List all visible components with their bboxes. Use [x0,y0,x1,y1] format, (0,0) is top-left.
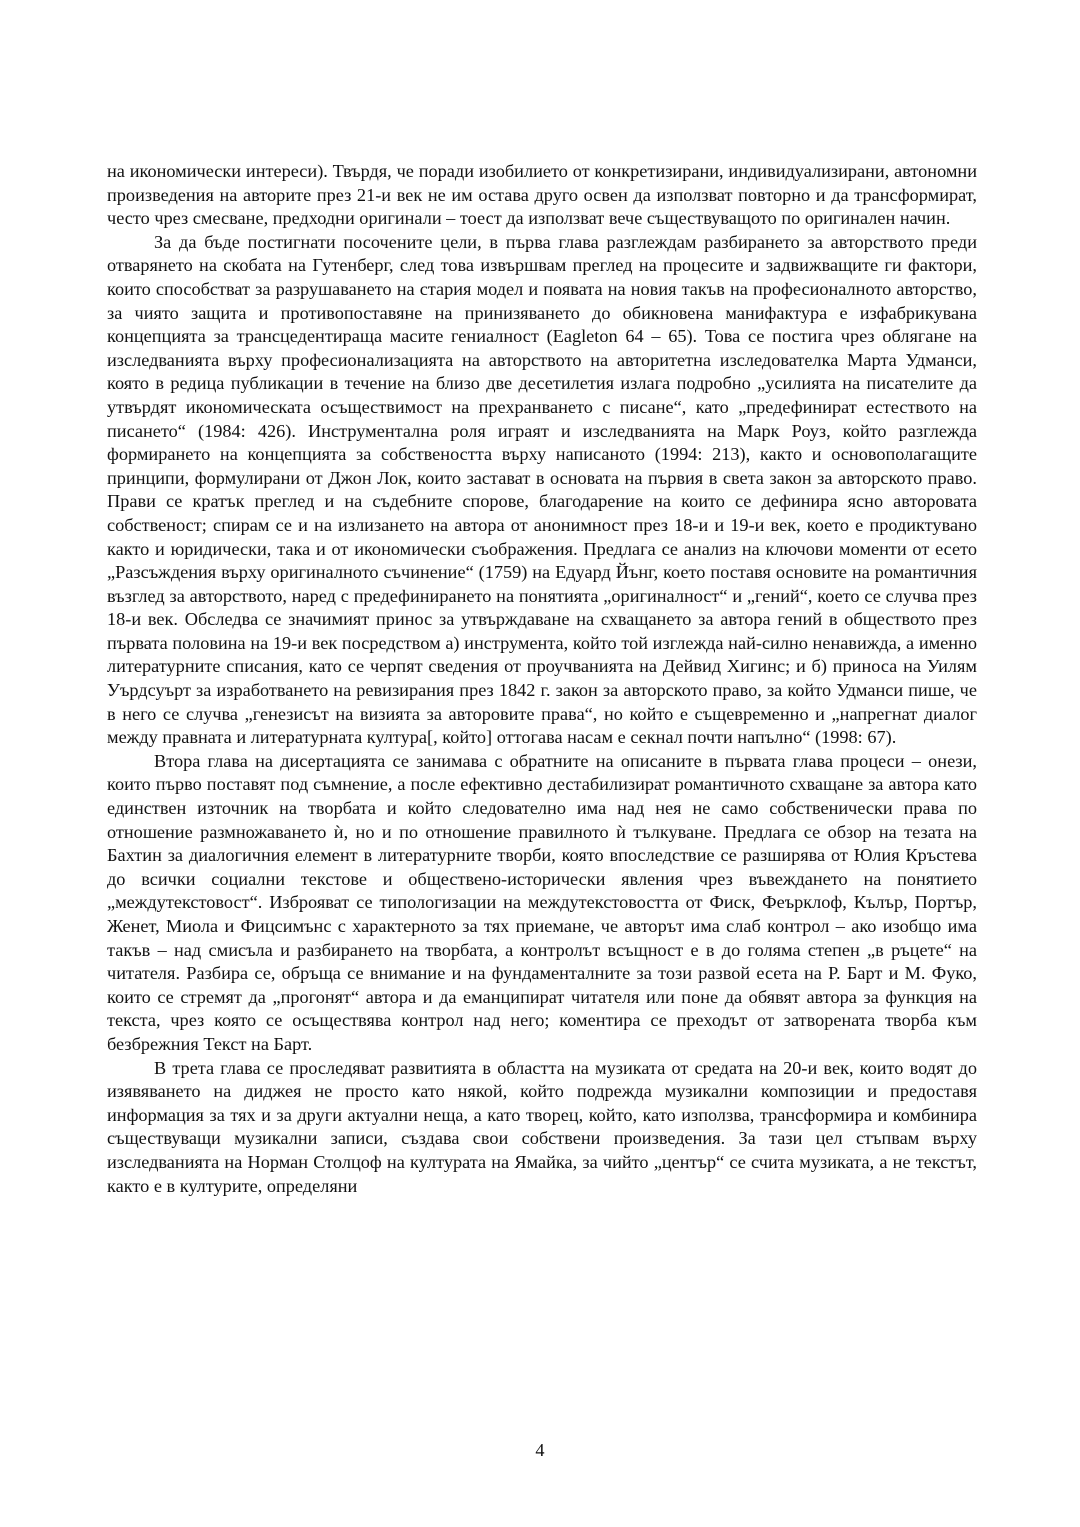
paragraph-1: на икономически интереси). Твърдя, че поради изобилието от конкретизирани, индивидуализирани, автономни произведения на авторите през 21-и век не им остава друго освен да използват повторно и да трансформират, често чрез смесване, предходни оригинали – тоест да използват вече съществуващото по оригинален начин. [107,161,977,229]
page-body [107,160,977,1198]
paragraph-3: Втора глава на дисертацията се занимава с обратните на описаните в първата глава процеси – онези, които първо поставят под съмнение, а после ефективно дестабилизират романтичното схващане за автора като единствен източник на творбата и който следователно има над нея не само собственически права по отношение размножаването ѝ, но и по отношение правилното ѝ тълкуване. Предлага се обзор на тезата на Бахтин за диалогичния елемент в литературните творби, която впоследствие се разширява от Юлия Кръстева до всички социални текстове и обществено-исторически явления чрез въвеждането на понятието „междутекстовост“. Изброяват се типологизации на междутекстовостта от Фиск, Феърклоф, Кълър, Портър, Женет, Миола и Фицсимънс с характерното за тях приемане, че авторът има слаб контрол – ако изобщо има такъв – над смисъла и разбирането на творбата, а контролът всъщност е в до голяма степен „в ръцете“ на читателя. Разбира се, обръща се внимание и на фундаменталните за този развой есета на Р. Барт и М. Фуко, които се стремят да „прогонят“ автора и да еманципират читателя или поне да обявят автора за функция на текста, чрез която се осъществява контрол над него; коментира се преходът от затворената творба към безбрежния Текст на Барт. [107,750,977,1054]
paragraph-2: За да бъде постигнати посочените цели, в първа глава разглеждам разбирането за авторството преди отварянето на скобата на Гутенберг, след това извършвам преглед на процесите и задвижващите ги фактори, които способстват за разрушаването на стария модел и появата на новия такъв на професионалното авторство, за чиято защита и противопоставяне на принизяването до обикновена манифактура е изфабрикувана концепцията за трансцедентираща масите гениалност (Eagleton 64 – 65). Това се постига чрез облягане на изследванията върху професионализацията на авторството на авторитетна изследователка Марта Удманси, която в редица публикации в течение на близо две десетилетия излага подробно „усилията на писателите да утвърдят икономическата осъществимост на прехранването с писане“, като „предефинират естеството на писането“ (1984: 426). Инструментална роля играят и изследванията на Марк Роуз, който разглежда формирането на концепцията за собствеността върху написаното (1994: 213), както и основополагащите принципи, формулирани от Джон Лок, които застават в основата на първия в света закон за авторското право. Прави се кратък преглед и на съдебните спорове, благодарение на които се дефинира ясно авторовата собственост; спирам се и на излизането на автора от анонимност през 18-и и 19-и век, което е продиктувано както и юридически, така и от икономически съображения. Предлага се анализ на ключови моменти от есето „Разсъждения върху оригиналното съчинение“ (1759) на Едуард Йънг, което поставя основите на романтичния възглед за авторството, наред с предефинирането на понятията „оригиналност“ и „гений“, което се случва през 18-и век. Обследва се значимият принос за утвърждаване на схващането за автора гений в обществото през първата половина на 19-и век посредством а) инструмента, който той изглежда най-силно ненавижда, а именно литературните списания, като се черпят сведения от проучванията на Дейвид Хигинс; и б) приноса на Уилям Уърдсуърт за изработването на ревизирания през 1842 г. закон за авторското право, за който Удманси пише, че в него се случва „генезисът на визията за авторовите права“, но който е същевременно и „напрегнат диалог между правната и литературната култура[, който] оттогава насам е секнал почти напълно“ (1998: 67). [107,231,977,748]
paragraph-4: В трета глава се проследяват развитията в областта на музиката от средата на 20-и век, които водят до изявяването на диджея не просто като някой, който подрежда музикални композиции и предоставя информация за тях и за други актуални неща, а като творец, който, като използва, трансформира и комбинира съществуващи музикални записи, създава свои собствени произведения. За тази цел стъпвам върху изследванията на Норман Столцоф на културата на Ямайка, за чийто „център“ се счита музиката, а не текстът, както е в културите, определяни [107,1057,977,1196]
page-number: 4 [535,1440,545,1460]
